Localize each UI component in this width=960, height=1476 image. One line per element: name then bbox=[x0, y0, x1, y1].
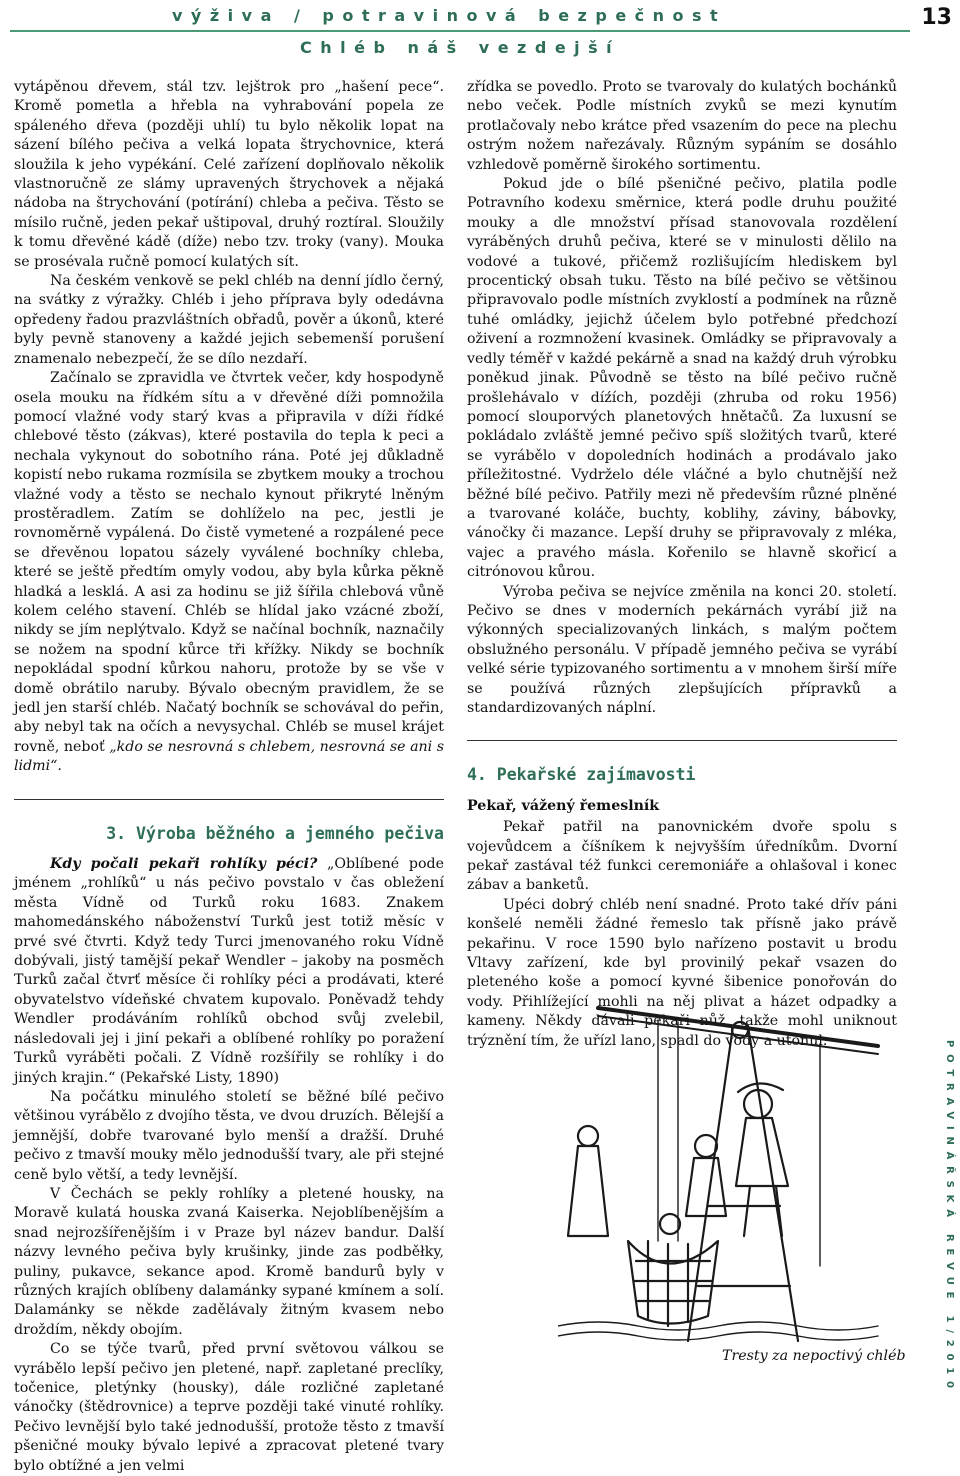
paragraph: vytápěnou dřevem, stál tzv. lejštrok pro „hašení pece“. Kromě pometla a hřebla na vyhrabování popela ze spáleného dřeva (později uhlí) tu bylo několik lopat na sázení bílého pečiva a velká lopata štrychovnice, která sloužila k jeho vypékání. Celé zařízení doplňovalo několik vlastnoručně ze slámy upravených štrychovek a nějaká nádoba na štrychování (potírání) chleba a pečiva. Těsto se mísilo ručně, jeden pekař uštipoval, druhý roztíral. Sloužily k tomu dřevěné kádě (díže) nebo tzv. troky (vany). Mouka se prosévala ručně pomocí kulatých sít. bbox=[14, 79, 444, 270]
running-title: výživa / potravinová bezpečnost bbox=[172, 6, 727, 25]
paragraph: Pekař patřil na panovnickém dvoře spolu s vojevůdcem a číšníkem k nejvyšším úředníkům. Dvorní pekař zastával též funkci ceremoniáře a ohlašoval i konec zábav a banketů. bbox=[467, 819, 897, 894]
paragraph-text: Začínalo se zpravidla ve čtvrtek večer, kdy hospodyně osela mouku na řídkém sítu a v dřevěné díži pomnožila pomocí vlažné vody starý kvas a připravila v díži řídké chlebové těsto (zákvas), které postavila do tepla k peci a nechala vykynout do sobotního rána. Poté jej důkladně kopistí nebo rukama rozmísila se zbytkem mouky a trochou vlažné vody a těsto se nechalo kynout přikryté lněným prostěradlem. Zatím se dohlíželo na pec, jestli je rovnoměrně vypálená. Do čistě vymetené a rozpálené pece se dřevěnou lopatou sázely vyválené bochníky chleba, které se ještě předtím omyly vodou, aby byla kůrka pěkně hladká a lesklá. A asi za hodinu se již šířila chlebová vůně kolem celého stavení. Chléb se hlídal jako vzácné zboží, nikdy se jím neplýtvalo. Když se načínal bochník, naznačily se nožem na spodní kůrce tři křížky. Nikdy se bochník nepokládal spodní kůrkou nahoru, protože by se vše v domě obrátilo naruby. Bývalo obecným pravidlem, že se jedl jen starší chléb. Načatý bochník se schovával do peřin, aby nebyl tak na očích a nevysychal. Chléb se musel krájet rovně, neboť bbox=[14, 370, 444, 755]
paragraph: Pokud jde o bílé pšeničné pečivo, platila podle Potravního kodexu směrnice, která podle druhu použité mouky a dle množství přísad stanovovala rozdělení vyráběných druhů pečiva, které se v minulosti dělilo na vodové a tukové, přičemž rozlišujícím hlediskem byl procentický obsah tuku. Těsto na bílé pečivo se většinou připravovalo podle místních zvyklostí a podmínek na různě tuhé omládky, jejichž účelem bylo potřebné předchozí oživení a rozmnožení kvasinek. Omládky se připravovaly a vedly téměř v každé pekárně a snad na každý druh výrobku poněkud jinak. Původně se těsto na bílé pečivo ručně prošlehávalo v díźích, později (zhruba od roku 1956) pomocí slouporvých planetových hnětačů. Za luxusní se pokládalo zvláště jemné pečivo spíš složitých tvarů, které se vyrábělo v dopoledních hodinách a prodávalo jako příležitostné. Vydrželo déle vláčné a bylo chutnější než běžné bílé pečivo. Patřily mezi ně především různé plněné a tvarované koláče, buchty, koblihy, záviny, bábovky, vánočky či mazance. Lepší druhy se připravovaly z mléka, vajec a pravého másla. Kořenilo se hlavně skořicí a citrónovou kůrou. bbox=[467, 176, 897, 581]
paragraph: zřídka se povedlo. Proto se tvarovaly do kulatých bochánků nebo veček. Podle místních zvyků se mezi kynutím protlačovaly nebo krátce před vsazením do pece na plechu ostrým nožem nařezávaly. Různým sypáním se dosáhlo vzhledově poměrně širokého sortimentu. bbox=[467, 79, 897, 173]
paragraph bbox=[14, 855, 444, 1088]
paragraph: Na počátku minulého století se běžné bílé pečivo většinou vyrábělo z dvojího těsta, ve dvou druzích. Bělejší a jemnější, dobře tvarované bylo menší a dražší. Druhé pečivo z tmavší mouky mělo jednodušší tvary, ale při stejné ceně bylo větší, a tedy levnější. bbox=[14, 1088, 444, 1183]
right-column bbox=[467, 78, 897, 1051]
paragraph: Na českém venkově se pekl chléb na denní jídlo černý, na svátky z výražky. Chléb i jeho příprava byly odedávna opředeny řadou prazvláštních obřadů, pověr a úkonů, které byly pevně stanoveny a každé jejich sebemenší porušení znamenalo nebezpečí, že se dílo nezdaří. bbox=[14, 273, 444, 367]
section-heading: 4. Pekařské zajímavosti bbox=[467, 765, 696, 785]
illustration-caption: Tresty za nepoctivý chléb bbox=[722, 1348, 906, 1364]
page-number: 13 bbox=[921, 5, 952, 30]
gallows-post-right bbox=[748, 1026, 798, 1341]
paragraph: Výroba pečiva se nejvíce změnila na konci 20. století. Pečivo se dnes v moderních pekárnách vyrábí již na výkonných specializovaných linkách, s malým počtem obslužného personálu. V případě jemného pečiva se vyrábí velké série typizovaného sortimentu a v mnohem širší míře se používá různých zlepšujících přípravků a standardizovaných náplní. bbox=[467, 583, 897, 716]
section-heading: 3. Výroba běžného a jemného pečiva bbox=[106, 823, 444, 843]
subheading: Pekař, vážený řemeslník bbox=[467, 797, 660, 814]
paragraph-text: „Oblíbené pode jménem „rohlíků“ u nás pečivo povstalo v čas obležení města Vídně od Turků roku 1683. Znakem mahomedánského náboženství Turků jest totiž měsíc v prvé své čtvrti. Když tedy Turci jmenovaného roku Vídně dobývali, jistý tamější pekař Wendler – jakoby na posměch Turků začal čtvrť měsíce či rohlíky péci a prodávati, které obyvatelstvo vídeňské chvatem kupovalo. Poněvadž tehdy Wendler prodáváním rohlíků obchod svůj zvelebil, následovali jej i jiní pekaři a oblíbené rohlíky po poražení Turků vyráběti počali. Z Vídně rozšířily se rohlíky i do jiných krajin.“ (Pekařské Listy, 1890) bbox=[14, 856, 444, 1086]
lead-question: Kdy počali pekaři rohlíky péci? bbox=[50, 856, 318, 873]
section-divider bbox=[14, 799, 444, 800]
paragraph: Upéci dobrý chléb není snadné. Proto také dřív páni konšelé neměli žádné řemeslo tak přísně jako právě pekařinu. V roce 1590 bylo nařízeno postavit u brodu Vltavy zařízení, kde byl provinilý pekař vsazen do pleteného koše a pomocí kyvné šibenice ponořován do vody. Přihlížející mohli na něj plivat a házet odpadky a kameny. Někdy dávali pekaři nůž, takže mohl uniknout trýznění tím, že uřízl lano, spadl do vody a utonul. bbox=[467, 896, 897, 1049]
left-column bbox=[14, 78, 444, 1476]
article-subtitle: Chléb náš vezdejší bbox=[300, 38, 621, 57]
punishment-illustration bbox=[558, 986, 894, 1346]
paragraph: Co se týče tvarů, před první světovou válkou se vyrábělo lepší pečivo jen pletené, např. zapletané preclíky, točenice, pletýnky (housky), dále rozličné zapletané vánočky (štědrovnice) a teprve později také vinuté rohlíky. Pečivo levnější bylo také jednodušší, protože těsto z tmavší pšeničné mouky bývalo lepivé a zpracovat pletené tvary bylo obtížné a jen velmi bbox=[14, 1341, 444, 1474]
swing-beam bbox=[598, 1008, 878, 1046]
header-rule bbox=[10, 30, 910, 32]
journal-vertical-label: POTRAVINÁŘSKÁ REVUE 1/2010 bbox=[944, 1040, 955, 1395]
paragraph bbox=[14, 369, 444, 777]
basket bbox=[628, 1241, 718, 1324]
paragraph: V Čechách se pekly rohlíky a pletené housky, na Moravě kulatá houska zvaná Kaiserka. Nejoblíbenějším a snad nejrozšířenějším i v Praze byl název bandur. Další názvy levného pečiva byly krušinky, jinde zas podběłky, puliny, pukavce, sekance apod. Kromě bandurů byly v různých krajích oblíbeny dalamánky sypané kmínem a solí. Dalamánky se někde zadělávaly žitným kvasem nebo droždím, někdy obojím. bbox=[14, 1185, 444, 1338]
section-divider bbox=[467, 740, 897, 741]
proverb-quote: „kdo se nesrovná s chlebem, nesrovná se ani s lidmi“. bbox=[14, 738, 445, 775]
